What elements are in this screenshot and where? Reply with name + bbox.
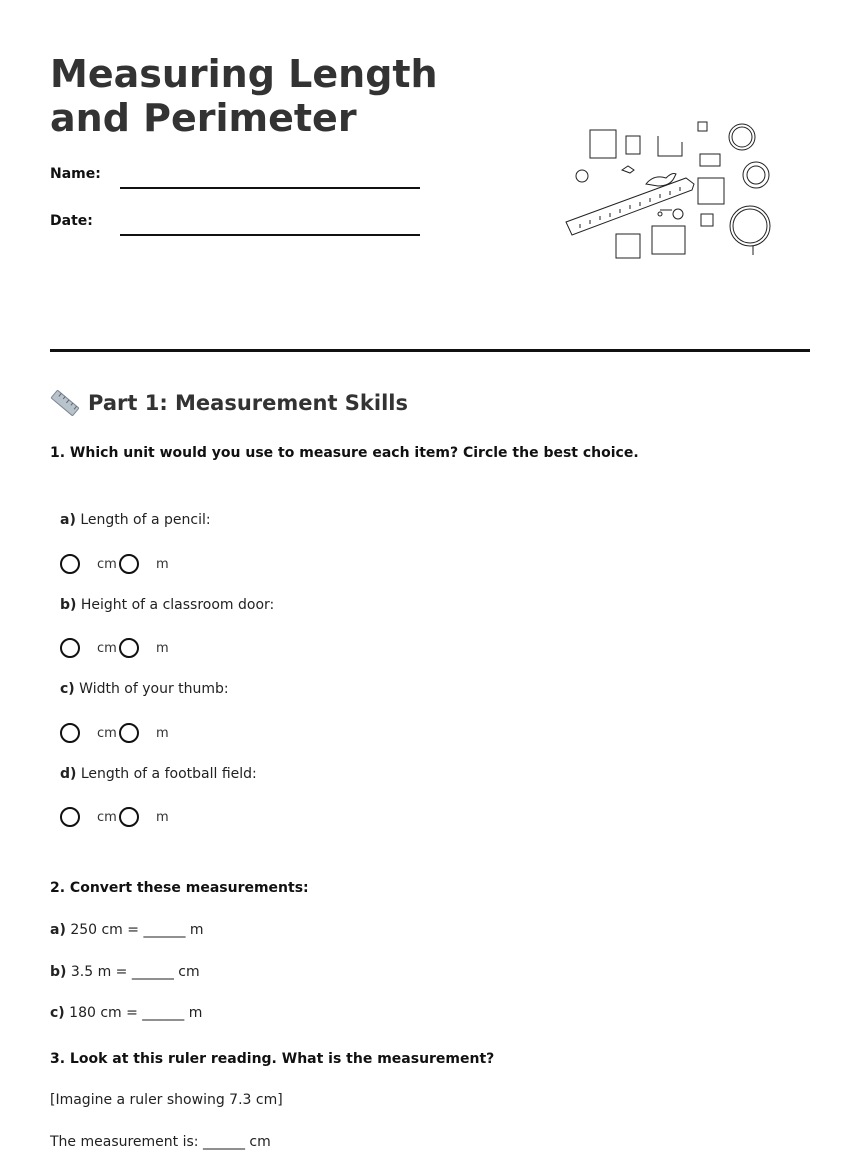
option-label: m xyxy=(156,809,169,825)
radio-option-cm[interactable] xyxy=(60,723,80,743)
list-item xyxy=(60,512,211,528)
item-letter: d) xyxy=(60,766,77,782)
item-letter: b) xyxy=(60,597,77,613)
item-text: Length of a pencil: xyxy=(80,512,211,528)
radio-option-cm[interactable] xyxy=(60,554,80,574)
list-item xyxy=(50,964,200,980)
section-title: Part 1: Measurement Skills xyxy=(88,391,408,415)
item-letter: c) xyxy=(60,681,75,697)
ruler-icon xyxy=(50,388,80,418)
list-item xyxy=(60,766,257,782)
item-text: 180 cm = ______ m xyxy=(69,1005,203,1021)
unit-options xyxy=(60,638,178,658)
item-text: Width of your thumb: xyxy=(79,681,229,697)
question-3: 3. Look at this ruler reading. What is the measurement? xyxy=(50,1051,495,1067)
date-label: Date: xyxy=(50,213,93,229)
question-2: 2. Convert these measurements: xyxy=(50,880,309,896)
worksheet-title: Measuring Length and Perimeter xyxy=(50,52,438,140)
radio-option-m[interactable] xyxy=(119,807,139,827)
radio-option-m[interactable] xyxy=(119,723,139,743)
radio-option-cm[interactable] xyxy=(60,638,80,658)
name-label: Name: xyxy=(50,166,101,182)
item-text: 3.5 m = ______ cm xyxy=(70,964,200,980)
section-divider xyxy=(50,349,810,352)
radio-option-cm[interactable] xyxy=(60,807,80,827)
list-item xyxy=(60,597,274,613)
section-heading xyxy=(50,388,408,418)
option-label: m xyxy=(156,640,169,656)
ruler-note: [Imagine a ruler showing 7.3 cm] xyxy=(50,1092,283,1108)
name-field-line[interactable] xyxy=(120,187,420,189)
option-label: cm xyxy=(97,809,117,825)
option-label: cm xyxy=(97,725,117,741)
item-letter: c) xyxy=(50,1005,65,1021)
item-letter: a) xyxy=(60,512,76,528)
item-letter: b) xyxy=(50,964,67,980)
item-text: Length of a football field: xyxy=(80,766,257,782)
unit-options xyxy=(60,723,178,743)
unit-options xyxy=(60,554,178,574)
date-field-line[interactable] xyxy=(120,234,420,236)
option-label: cm xyxy=(97,640,117,656)
answer-line: The measurement is: ______ cm xyxy=(50,1134,271,1150)
radio-option-m[interactable] xyxy=(119,554,139,574)
item-text: Height of a classroom door: xyxy=(80,597,275,613)
item-text: 250 cm = ______ m xyxy=(70,922,204,938)
question-1: 1. Which unit would you use to measure each item? Circle the best choice. xyxy=(50,445,639,461)
list-item xyxy=(50,922,204,938)
radio-option-m[interactable] xyxy=(119,638,139,658)
option-label: cm xyxy=(97,556,117,572)
option-label: m xyxy=(156,725,169,741)
list-item xyxy=(50,1005,202,1021)
item-letter: a) xyxy=(50,922,66,938)
unit-options xyxy=(60,807,178,827)
option-label: m xyxy=(156,556,169,572)
measuring-tools-illustration xyxy=(560,118,780,263)
list-item xyxy=(60,681,229,697)
